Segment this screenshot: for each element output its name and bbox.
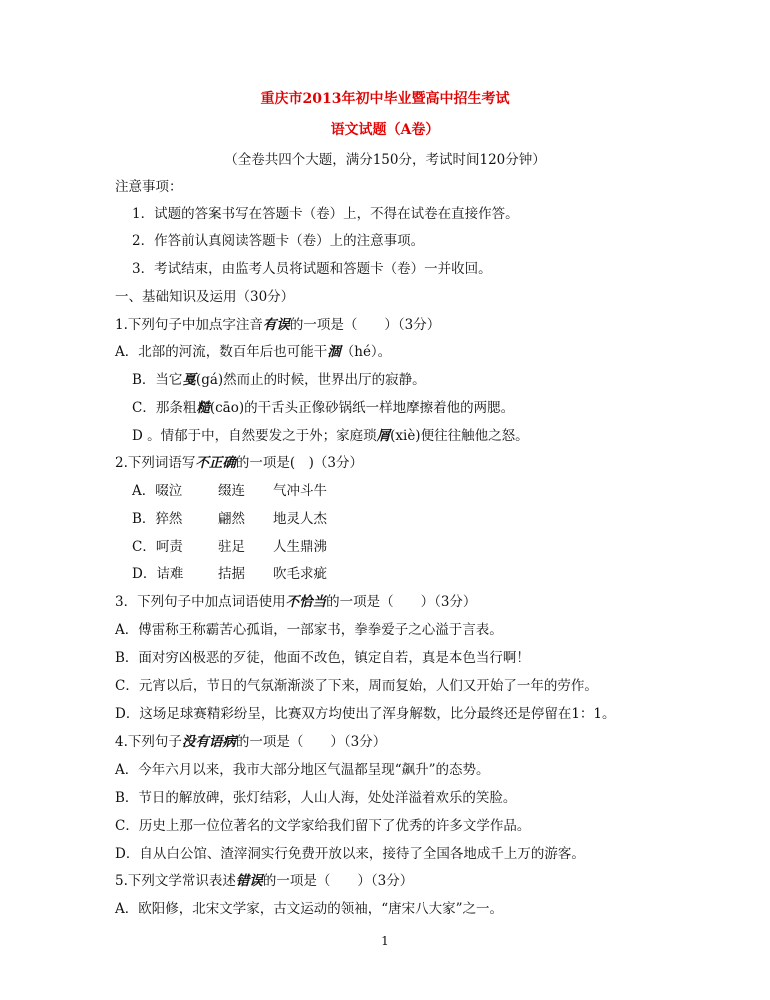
q2-c-word-2: 驻足 bbox=[218, 539, 245, 555]
q4-option-a: A．今年六月以来，我市大部分地区气温都呈现“飙升”的态势。 bbox=[115, 762, 490, 778]
q1-option-d: D 。情郁于中，自然要发之于外；家庭琐屑(xiè)便往往触他之怒。 bbox=[132, 428, 529, 444]
q2-b-word-1: B．猝然 bbox=[132, 511, 183, 527]
page-number: 1 bbox=[381, 934, 389, 948]
notice-item: 1．试题的答案书写在答题卡（卷）上，不得在试卷在直接作答。 bbox=[132, 206, 519, 222]
q4-option-b: B．节日的解放碑，张灯结彩，人山人海，处处洋溢着欢乐的笑脸。 bbox=[115, 790, 517, 806]
exam-subtitle: 语文试题（A卷） bbox=[330, 122, 440, 138]
q2-d-word-3: 吹毛求疵 bbox=[273, 566, 327, 582]
q2-d-word-1: D．诘难 bbox=[132, 566, 184, 582]
q3-option-d: D．这场足球赛精彩纷呈，比赛双方均使出了浑身解数，比分最终还是停留在1：1。 bbox=[115, 706, 616, 722]
q2-b-word-3: 地灵人杰 bbox=[273, 511, 327, 527]
q3-option-a: A．傅雷称王称霸苦心孤诣，一部家书，拳拳爱子之心溢于言表。 bbox=[115, 622, 503, 638]
q2-c-word-1: C．呵责 bbox=[132, 539, 183, 555]
notice-item: 3．考试结束，由监考人员将试题和答题卡（卷）一并收回。 bbox=[132, 261, 492, 277]
q2-a-word-2: 缀连 bbox=[218, 483, 245, 499]
q1-option-b: B．当它戛(gá)然而止的时候，世界出厅的寂静。 bbox=[132, 372, 426, 388]
q5-option-a: A．欧阳修，北宋文学家，古文运动的领袖，“唐宋八大家”之一。 bbox=[115, 901, 504, 917]
q2-a-word-1: A．啜泣 bbox=[132, 483, 183, 499]
q3-option-c: C．元宵以后，节日的气氛渐渐淡了下来，周而复始，人们又开始了一年的劳作。 bbox=[115, 678, 598, 694]
q1-option-a: A．北部的河流，数百年后也可能干涸（hé）。 bbox=[115, 344, 392, 360]
q2-b-word-2: 翩然 bbox=[218, 511, 245, 527]
exam-note: （全卷共四个大题，满分150分，考试时间120分钟） bbox=[224, 152, 546, 168]
question-3: 3．下列句子中加点词语使用不恰当的一项是（ ）（3分） bbox=[115, 594, 477, 610]
q2-d-word-2: 拮据 bbox=[218, 566, 245, 582]
q4-option-c: C．历史上那一位位著名的文学家给我们留下了优秀的许多文学作品。 bbox=[115, 818, 531, 834]
question-5: 5.下列文学常识表述错误的一项是（ ）（3分） bbox=[115, 873, 414, 889]
q2-a-word-3: 气冲斗牛 bbox=[273, 483, 327, 499]
q2-c-word-3: 人生鼎沸 bbox=[273, 539, 327, 555]
q3-option-b: B．面对穷凶极恶的歹徒，他面不改色，镇定自若，真是本色当行啊！ bbox=[115, 650, 530, 666]
exam-title: 重庆市2013年初中毕业暨高中招生考试 bbox=[260, 91, 510, 107]
q4-option-d: D．自从白公馆、渣滓洞实行免费开放以来，接待了全国各地成千上万的游客。 bbox=[115, 846, 585, 862]
section-heading: 一、基础知识及运用（30分） bbox=[115, 289, 295, 305]
notice-item: 2．作答前认真阅读答题卡（卷）上的注意事项。 bbox=[132, 233, 425, 249]
notice-heading: 注意事项： bbox=[115, 179, 183, 195]
q1-option-c: C．那条粗糙(cāo)的干舌头正像砂锅纸一样地摩擦着他的两腮。 bbox=[132, 400, 515, 416]
question-2: 2.下列词语写不正确的一项是( )（3分） bbox=[115, 455, 364, 471]
question-4: 4.下列句子没有语病的一项是（ ）（3分） bbox=[115, 734, 387, 750]
question-1: 1.下列句子中加点字注音有误的一项是（ ）（3分） bbox=[115, 317, 441, 333]
